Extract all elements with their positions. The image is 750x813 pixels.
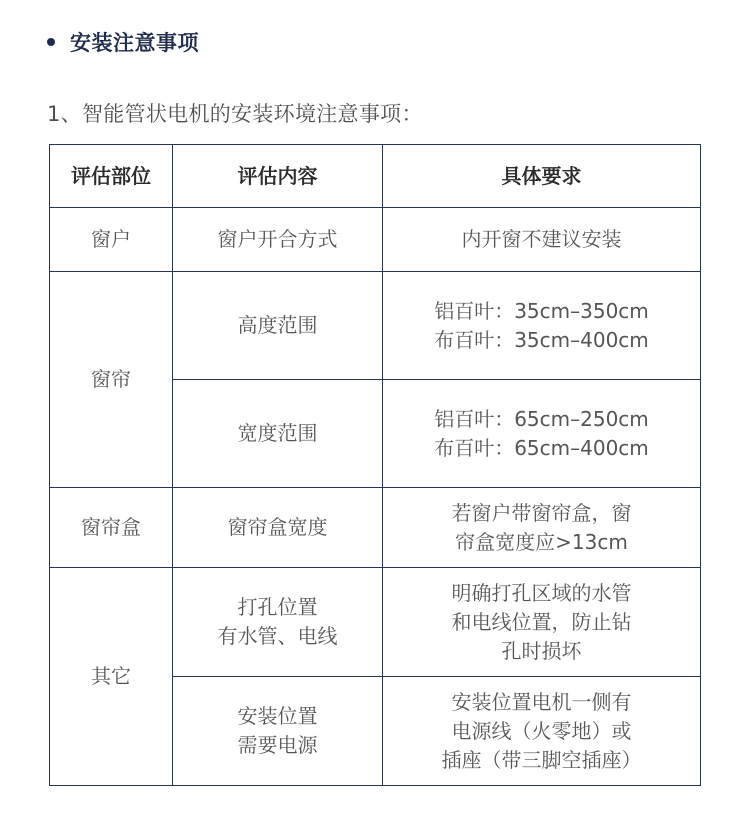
requirement-line: 布百叶：65cm–400cm [434, 435, 649, 460]
requirement-cell [383, 380, 701, 488]
subheading: 1、智能管状电机的安装环境注意事项： [47, 102, 423, 126]
content-cell: 窗户开合方式 [173, 208, 383, 272]
section-title: 安装注意事项 [70, 31, 199, 55]
requirements-table [49, 144, 701, 786]
content-cell: 高度范围 [173, 272, 383, 380]
requirement-line: 插座（带三脚空插座） [441, 747, 642, 772]
content-line: 需要电源 [237, 733, 318, 757]
requirement-line: 孔时损坏 [501, 638, 582, 663]
requirement-line: 安装位置电机一侧有 [451, 689, 632, 714]
part-cell: 窗帘 [50, 272, 173, 488]
part-cell: 其它 [50, 568, 173, 786]
part-cell: 窗帘盒 [50, 488, 173, 568]
table-header-row [50, 145, 701, 208]
content-line: 安装位置 [237, 704, 318, 728]
content-line: 有水管、电线 [217, 624, 338, 648]
requirement-cell [383, 677, 701, 786]
requirement-line: 铝百叶：35cm–350cm [434, 298, 649, 323]
requirement-cell [383, 488, 701, 568]
content-cell: 窗帘盒宽度 [173, 488, 383, 568]
bullet-dot-icon [47, 38, 55, 46]
content-cell: 宽度范围 [173, 380, 383, 488]
requirement-line: 明确打孔区域的水管 [451, 580, 632, 605]
table-row [50, 272, 701, 380]
table-row [50, 208, 701, 272]
table-row [50, 568, 701, 677]
header-requirement: 具体要求 [383, 145, 701, 208]
requirement-cell [383, 272, 701, 380]
part-cell: 窗户 [50, 208, 173, 272]
requirement-line: 帘盒宽度应>13cm [455, 529, 628, 554]
content-cell [173, 677, 383, 786]
section-header [47, 27, 199, 57]
requirement-cell [383, 208, 701, 272]
requirement-line: 铝百叶：65cm–250cm [434, 406, 649, 431]
requirement-line: 布百叶：35cm–400cm [434, 327, 649, 352]
content-cell [173, 568, 383, 677]
requirement-line: 若窗户带窗帘盒，窗 [451, 500, 632, 525]
header-part: 评估部位 [50, 145, 173, 208]
requirement-line: 和电线位置，防止钻 [451, 609, 632, 634]
requirement-line: 电源线（火零地）或 [451, 718, 632, 743]
requirement-cell [383, 568, 701, 677]
content-line: 打孔位置 [237, 595, 318, 619]
requirement-line: 内开窗不建议安装 [461, 227, 622, 251]
table-row [50, 488, 701, 568]
header-content: 评估内容 [173, 145, 383, 208]
